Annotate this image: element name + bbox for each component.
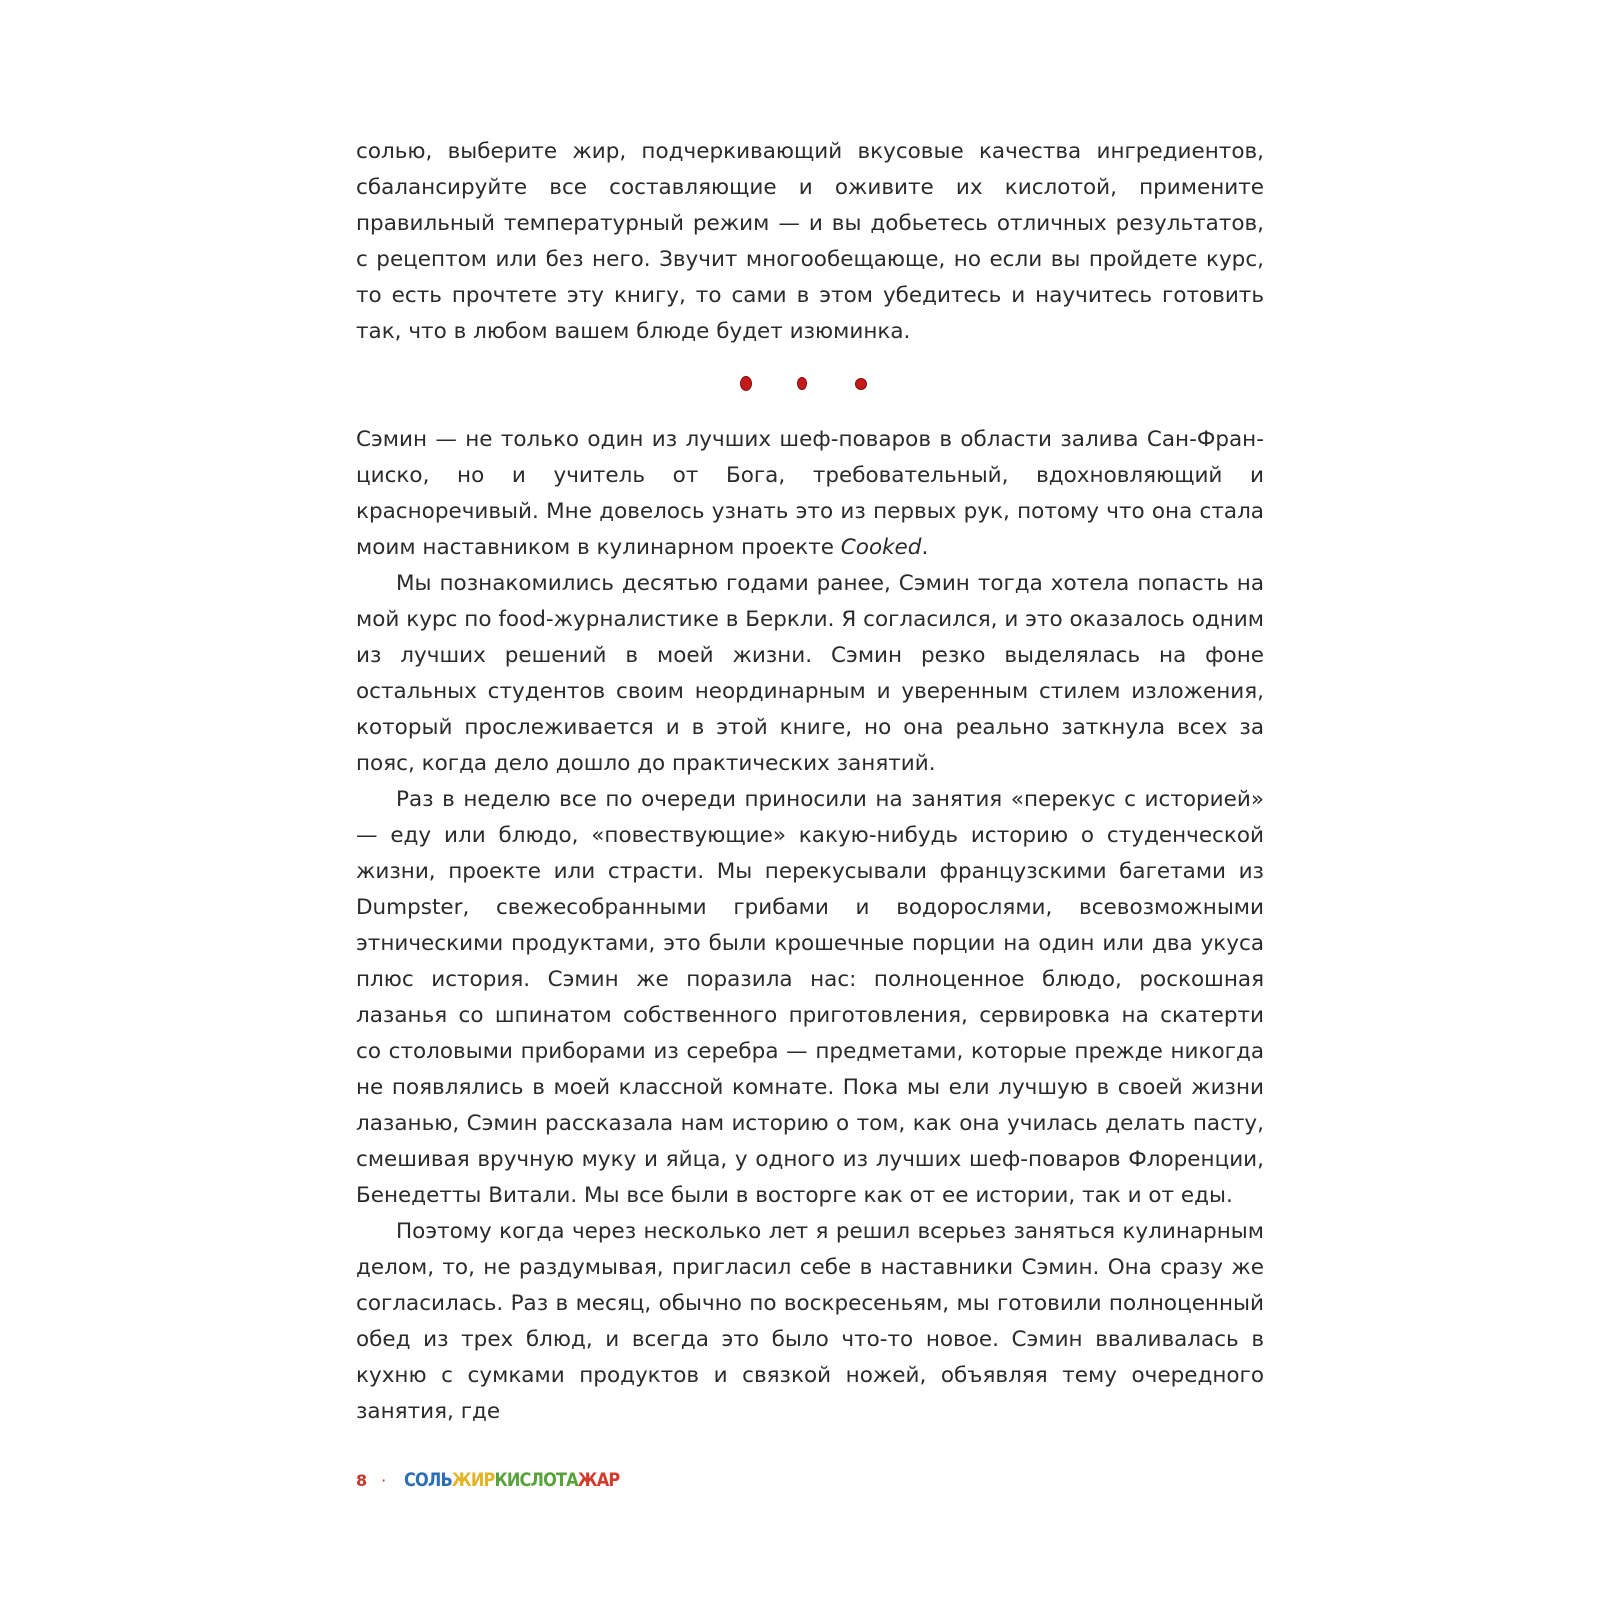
paragraph-1-text: Сэмин — не только один из лучших шеф-поваров в области залива Сан-Франциско, но и учитель от Бога, требовательный, вдохновляющий и красноречивый. Мне довелось узнать это из первых рук, потому что она стала моим наставником в кулинарном проекте (356, 427, 1264, 560)
footer-separator: · (381, 1470, 387, 1490)
text-block-main (356, 422, 1264, 1430)
cooked-title: Cooked (840, 535, 922, 560)
book-logo (404, 1469, 619, 1491)
paragraph-continuation: солью, выберите жир, подчеркивающий вкусовые качества ингредиентов, сбалансируйте все составляющие и оживите их кислотой, примените правильный температурный режим — и вы добьетесь отличных результатов, с рецептом или без него. Звучит многообещающе, но если вы пройдете курс, то есть прочтете эту книгу, то сами в этом убедитесь и научитесь готовить так, что в любом вашем блюде будет изюминка. (356, 139, 1264, 344)
section-divider-dots (740, 376, 870, 396)
logo-part-salt: СОЛЬ (404, 1469, 453, 1491)
paragraph-1-end: . (921, 535, 929, 560)
paragraph-2: Мы познакомились десятью годами ранее, Сэмин тогда хотела попасть на мой курс по food-журналистике в Беркли. Я согласился, и это оказалось одним из лучших решений в моей жизни. Сэмин резко выделялась на фоне остальных студентов своим неординарным и уверенным стилем изложения, который прослеживается и в этой книге, но она реально заткнула всех за пояс, когда дело дошло до практических занятий. (356, 571, 1264, 776)
text-block-top (356, 134, 1264, 350)
page-number: 8 (356, 1470, 368, 1490)
paragraph-1 (356, 422, 1264, 566)
page-footer (356, 1466, 658, 1494)
red-dot-icon (855, 378, 867, 390)
paragraph-4: Поэтому когда через несколько лет я решил всерьез заняться кулинарным делом, то, не раздумывая, пригласил себе в наставники Сэмин. Она сразу же согласилась. Раз в месяц, обычно по воскресеньям, мы готовили полноценный обед из трех блюд, и всегда это было что-то новое. Сэмин вваливалась в кухню с сумками продуктов и связкой ножей, объявляя тему очередного занятия, где (356, 1219, 1264, 1424)
logo-part-fat: ЖИР (452, 1469, 495, 1491)
red-dot-icon (797, 377, 807, 390)
paragraph-3: Раз в неделю все по очереди приносили на занятия «перекус с историей» — еду или блюдо, «повествующие» какую-нибудь историю о студенческой жизни, проекте или страсти. Мы перекусывали французскими багетами из Dumpster, свежесобранными грибами и водорослями, всевозможными этническими продуктами, это были крошечные порции на один или два укуса плюс история. Сэмин же поразила нас: полноценное блюдо, роскошная лазанья со шпинатом собственного приготовления, сервировка на скатерти со столовыми приборами из серебра — предметами, которые прежде никогда не появлялись в моей классной комнате. Пока мы ели лучшую в своей жизни лазанью, Сэмин рассказала нам историю о том, как она училась делать пасту, смешивая вручную муку и яйца, у одного из лучших шеф-поваров Флоренции, Бенедетты Витали. Мы все были в восторге как от ее истории, так и от еды. (356, 787, 1264, 1208)
logo-part-heat: ЖАР (578, 1469, 620, 1491)
red-dot-icon (740, 376, 752, 391)
logo-part-acid: КИСЛОТА (494, 1469, 579, 1491)
